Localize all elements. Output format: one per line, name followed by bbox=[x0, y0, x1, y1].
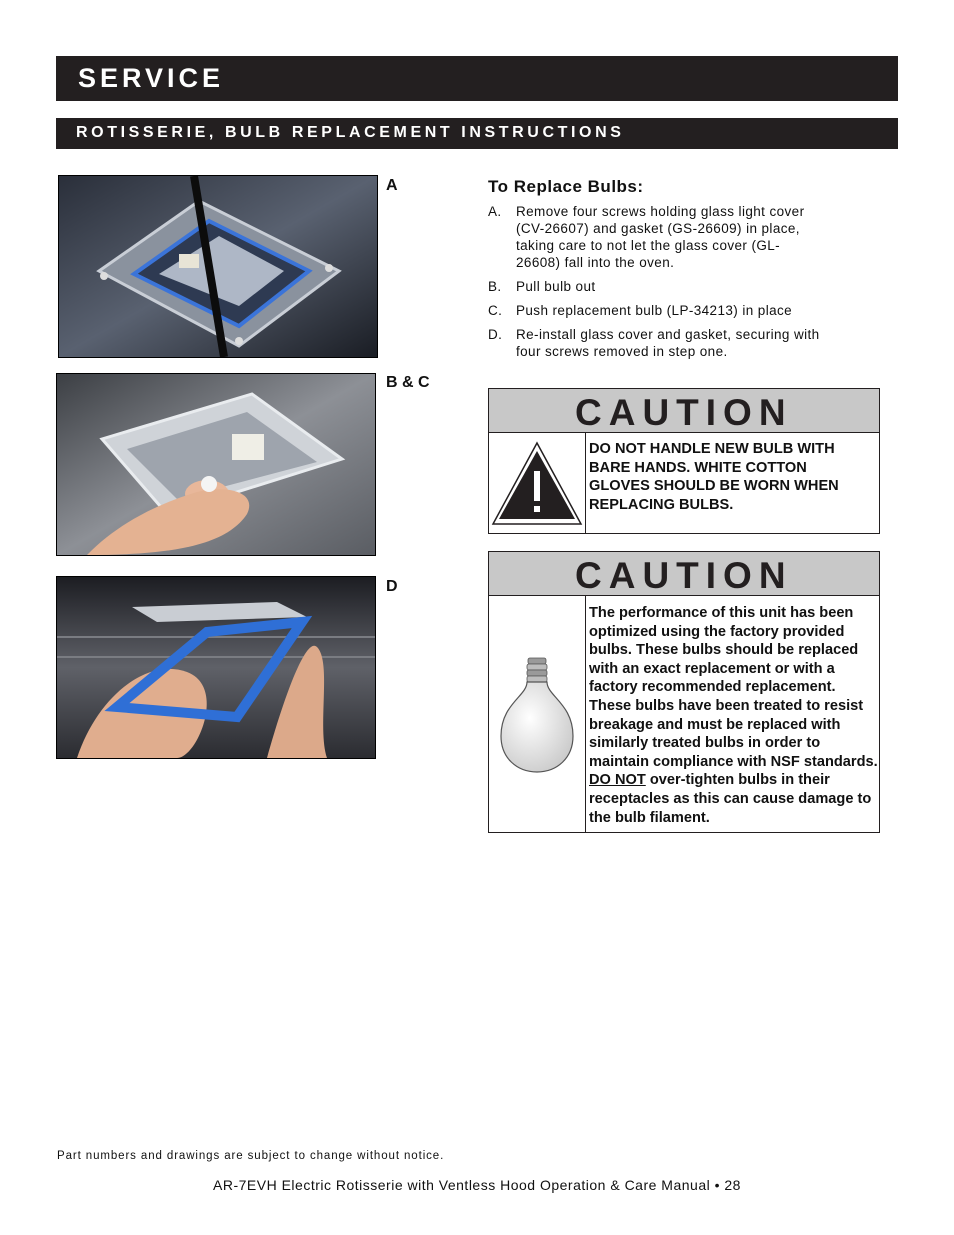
photo-d bbox=[56, 576, 376, 759]
warning-triangle-icon bbox=[489, 433, 586, 533]
section-title: SERVICE bbox=[78, 63, 225, 93]
step-letter: A. bbox=[488, 204, 502, 219]
photo-d-label: D bbox=[386, 578, 398, 595]
step-letter: C. bbox=[488, 303, 503, 318]
page-footer: AR-7EVH Electric Rotisserie with Ventless Hood Operation & Care Manual • 28 bbox=[213, 1177, 741, 1193]
step-text: Pull bulb out bbox=[516, 279, 596, 294]
caution-header bbox=[489, 389, 879, 433]
subsection-title: ROTISSERIE, BULB REPLACEMENT INSTRUCTIONS bbox=[76, 124, 625, 141]
step-a bbox=[488, 203, 888, 273]
photo-a bbox=[58, 175, 378, 358]
step-letter: B. bbox=[488, 279, 502, 294]
step-text: Remove four screws holding glass light cover (CV-26607) and gasket (GS-26609) in place, taking care to not let the glass cover (GL-26608) fall into the oven. bbox=[516, 204, 805, 270]
step-d bbox=[488, 326, 888, 362]
footnote: Part numbers and drawings are subject to change without notice. bbox=[57, 1150, 445, 1162]
instructions-title: To Replace Bulbs: bbox=[488, 177, 644, 196]
caution-heading: CAUTION bbox=[575, 392, 793, 433]
caution-header bbox=[489, 552, 879, 596]
photo-b-c-label: B & C bbox=[386, 374, 430, 391]
step-c bbox=[488, 302, 888, 320]
caution-text-underlined: DO NOT bbox=[589, 772, 646, 789]
photo-b-c bbox=[56, 373, 376, 556]
caution-heading: CAUTION bbox=[575, 555, 793, 596]
photo-a-label: A bbox=[386, 177, 398, 194]
caution-text-part: over-tighten bulbs in their receptacles as this can cause damage to the bulb filament. bbox=[589, 772, 872, 826]
step-text: Re-install glass cover and gasket, securing with four screws removed in step one. bbox=[516, 327, 820, 359]
caution-text-part: The performance of this unit has been optimized using the factory provided bulbs. These bulbs should be replaced with an exact replacement or with a factory recommended replacement. These bulbs have been treated to resist breakage and must be replaced with similarly treated bulbs in order to maintain compliance with NSF standards. bbox=[589, 605, 878, 770]
light-bulb-icon bbox=[489, 596, 586, 832]
caution-box-gloves bbox=[488, 388, 880, 534]
section-header-bar bbox=[56, 56, 898, 101]
caution-text: DO NOT HANDLE NEW BULB WITH BARE HANDS. WHITE COTTON GLOVES SHOULD BE WORN WHEN REPLACING BULBS. bbox=[589, 441, 839, 513]
caution-box-bulb-performance bbox=[488, 551, 880, 833]
step-text: Push replacement bulb (LP-34213) in place bbox=[516, 303, 793, 318]
caution-text bbox=[589, 604, 879, 827]
subsection-header-bar bbox=[56, 118, 898, 149]
step-b bbox=[488, 278, 888, 296]
step-letter: D. bbox=[488, 327, 503, 342]
